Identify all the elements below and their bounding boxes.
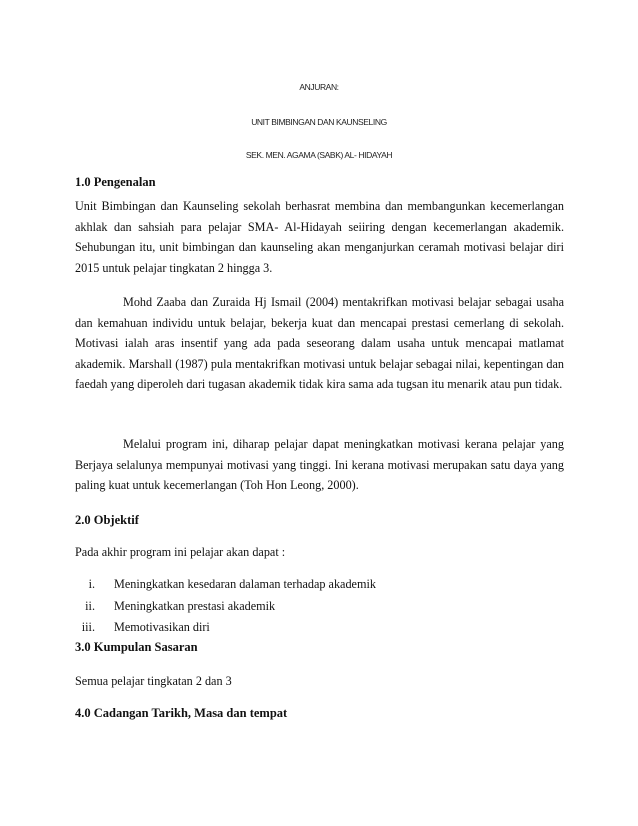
section-1-paragraph-1: Unit Bimbingan dan Kaunseling sekolah berhasrat membina dan membangunkan kecemerlangan akhlak dan sahsiah para pelajar SMA- Al-Hidayah seiiring dengan kecemerlangan akademik. Sehubungan itu, unit bimbingan dan kaunseling akan menganjurkan ceramah motivasi belajar diri 2015 untuk pelajar tingkatan 2 hingga 3. [75,199,564,275]
section-2-heading: 2.0 Objektif [75,513,139,527]
header-organizer-label: ANJURAN: [299,82,339,92]
section-1-heading: 1.0 Pengenalan [75,175,156,189]
section-4-heading: 4.0 Cadangan Tarikh, Masa dan tempat [75,706,288,720]
list-item-number: i. [88,577,95,591]
header-school-name: SEK. MEN. AGAMA (SABK) AL- HIDAYAH [245,150,393,160]
target-group-text: Semua pelajar tingkatan 2 dan 3 [75,674,232,688]
list-item-text: Memotivasikan diri [114,620,210,634]
list-item-number: ii. [85,599,95,613]
list-item-number: iii. [81,620,95,634]
objectives-intro: Pada akhir program ini pelajar akan dapat : [75,545,286,559]
section-1-paragraph-3: Melalui program ini, diharap pelajar dapat meningkatkan motivasi kerana pelajar yang Berjaya selalunya mempunyai motivasi yang tinggi. Ini kerana motivasi merupakan satu daya yang paling kuat untuk kecemerlangan (Toh Hon Leong, 2000). [75,437,564,492]
section-1-paragraph-2: Mohd Zaaba dan Zuraida Hj Ismail (2004) mentakrifkan motivasi belajar sebagai usaha dan kemahuan individu untuk belajar, bekerja kuat dan mencapai prestasi cemerlang di sekolah. Motivasi ialah aras insentif yang ada pada seseorang dalam usaha untuk mencapai matlamat akademik. Marshall (1987) pula mentakrifkan motivasi untuk belajar sebagai nilai, kepentingan dan faedah yang diperoleh dari tugasan akademik tidak kira sama ada tugsan itu menarik atau pun tidak. [75,295,564,391]
list-item-text: Meningkatkan kesedaran dalaman terhadap akademik [114,577,376,591]
list-item-text: Meningkatkan prestasi akademik [114,599,276,613]
section-3-heading: 3.0 Kumpulan Sasaran [75,640,198,654]
header-unit-name: UNIT BIMBINGAN DAN KAUNSELING [251,117,387,127]
